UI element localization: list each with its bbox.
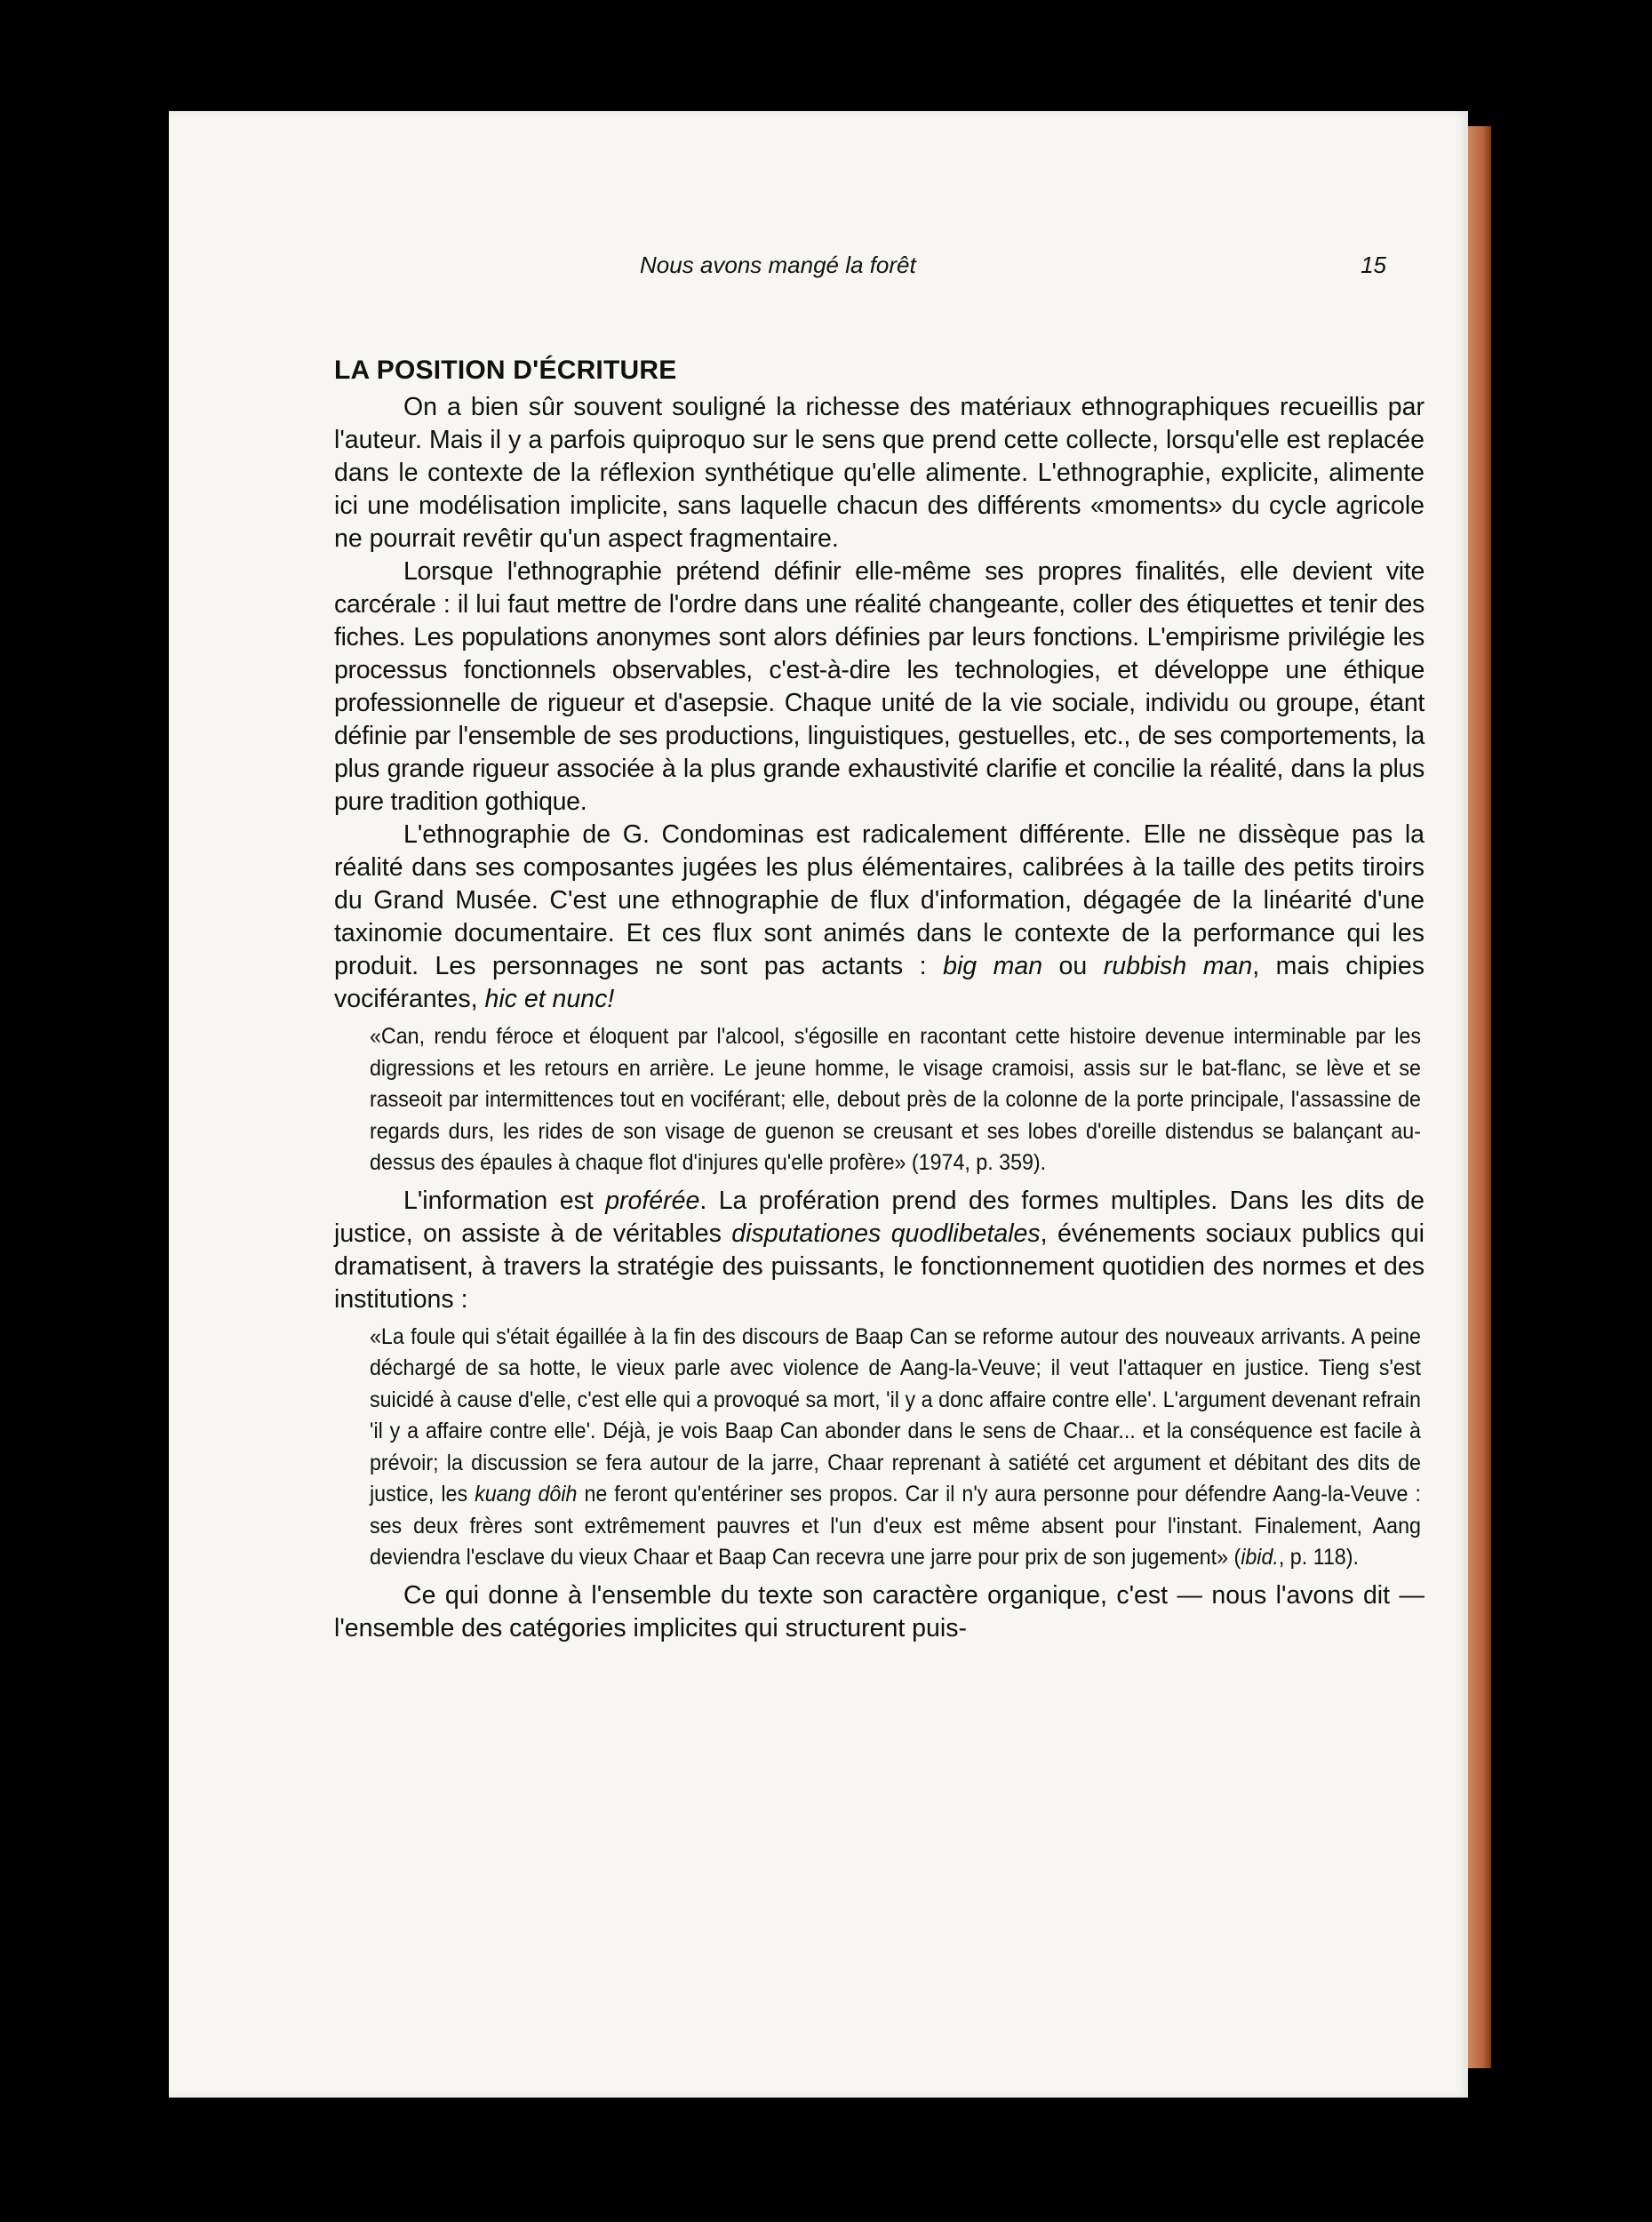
block-quote-2-em-2: ibid. — [1241, 1545, 1279, 1570]
block-quote-2-text-2: ne feront qu'entériner ses propos. Car il n'y aura personne pour défendre Aang-la-Veuve : ses deux frères sont extrêmement pauvres et l'un d'eux est même absent pour l'instant. Finalement, Aang deviendra l'esclave du vieux Chaar et Baap Can recevra une jarre pour prix de son jugement» ( — [370, 1482, 1421, 1570]
paragraph-3 — [334, 819, 1425, 1016]
paragraph-4 — [334, 1185, 1425, 1316]
section-heading: LA POSITION D'ÉCRITURE — [334, 356, 677, 385]
paragraph-3-mid-2: , mais chipies vociférantes, — [334, 952, 1425, 1013]
running-head-title: Nous avons mangé la forêt — [640, 252, 916, 278]
block-quote-2-text-1: «La foule qui s'était égaillée à la fin des discours de Baap Can se reforme autour des nouveaux arrivants. A peine déchargé de sa hotte, le vieux parle avec violence de Aang-la-Veuve; il veut l'attaquer en justice. Tieng s'est suicidé à cause d'elle, c'est elle qui a provoqué sa mort, 'il y a donc affaire contre elle'. L'argument devenant refrain 'il y a affaire contre elle'. Déjà, je vois Baap Can abonder dans le sens de Chaar... et la conséquence est facile à prévoir; la discussion se fera autour de la jarre, Chaar reprenant à satiété cet argument et débitant des dits de justice, les — [370, 1323, 1421, 1507]
block-quote-2 — [370, 1322, 1421, 1574]
paragraph-4-text-3: , événements sociaux publics qui dramatisent, à travers la stratégie des puissants, le fonctionnement quotidien des normes et des institutions : — [334, 1219, 1425, 1314]
paragraph-3-mid-1: ou — [1042, 952, 1104, 980]
paragraph-3-em-3: hic et nunc! — [484, 985, 615, 1013]
block-quote-2-em-1: kuang dôih — [475, 1482, 578, 1507]
paragraph-3-text: L'ethnographie de G. Condominas est radicalement différente. Elle ne dissèque pas la réalité dans ses composantes jugées les plus élémentaires, calibrées à la taille des petits tiroirs du Grand Musée. C'est une ethnographie de flux d'information, dégagée de la linéarité d'une taxinomie documentaire. Et ces flux sont animés dans le contexte de la performance qui les produit. Les personnages ne sont pas actants : — [334, 820, 1425, 980]
paragraph-5: Ce qui donne à l'ensemble du texte son caractère organique, c'est — nous l'avons dit — l'ensemble des catégories implicites qui structurent puis- — [334, 1580, 1425, 1643]
running-head — [640, 252, 1386, 279]
block-quote-2-text-3: , p. 118). — [1278, 1545, 1359, 1570]
page-content — [334, 356, 1425, 1645]
paragraph-4-text-2: . La profération prend des formes multiples. Dans les dits de justice, on assiste à de véritables — [334, 1186, 1425, 1248]
paragraph-4-text-1: L'information est — [403, 1186, 606, 1215]
paragraph-3-em-1: big man — [943, 952, 1043, 980]
paragraph-1: On a bien sûr souvent souligné la richesse des matériaux ethnographiques recueillis par l'auteur. Mais il y a parfois quiproquo sur le sens que prend cette collecte, lorsqu'elle est replacée dans le contexte de la réflexion synthétique qu'elle alimente. L'ethnographie, explicite, alimente ici une modélisation implicite, sans laquelle chacun des différents «moments» du cycle agricole ne pourrait revêtir qu'un aspect fragmentaire. — [334, 393, 1425, 553]
paragraph-4-em-1: proférée — [605, 1186, 700, 1215]
paragraph-3-em-2: rubbish man — [1103, 952, 1253, 980]
block-quote-1: «Can, rendu féroce et éloquent par l'alcool, s'égosille en racontant cette histoire devenue interminable par les digressions et les retours en arrière. Le jeune homme, le visage cramoisi, assis sur le bat-flanc, se lève et se rasseoit par intermittences tout en vociférant; elle, debout près de la colonne de la porte principale, l'assassine de regards durs, les rides de son visage de guenon se creusant et ses lobes d'oreille distendus se balançant au-dessus des épaules à chaque flot d'injures qu'elle profère» (1974, p. 359). — [370, 1024, 1421, 1175]
page-number: 15 — [1361, 252, 1386, 278]
book-page — [169, 111, 1468, 2098]
paragraph-4-em-2: disputationes quodlibetales — [731, 1219, 1041, 1248]
paragraph-2: Lorsque l'ethnographie prétend définir elle-même ses propres finalités, elle devient vite carcérale : il lui faut mettre de l'ordre dans une réalité changeante, coller des étiquettes et tenir des fiches. Les populations anonymes sont alors définies par leurs fonctions. L'empirisme privilégie les processus fonctionnels observables, c'est-à-dire les technologies, et développe une éthique professionnelle de rigueur et d'asepsie. Chaque unité de la vie sociale, individu ou groupe, étant définie par l'ensemble de ses productions, linguistiques, gestuelles, etc., de ses comportements, la plus grande rigueur associée à la plus grande exhaustivité clarifie et concilie la réalité, dans la plus pure tradition gothique. — [334, 557, 1425, 816]
